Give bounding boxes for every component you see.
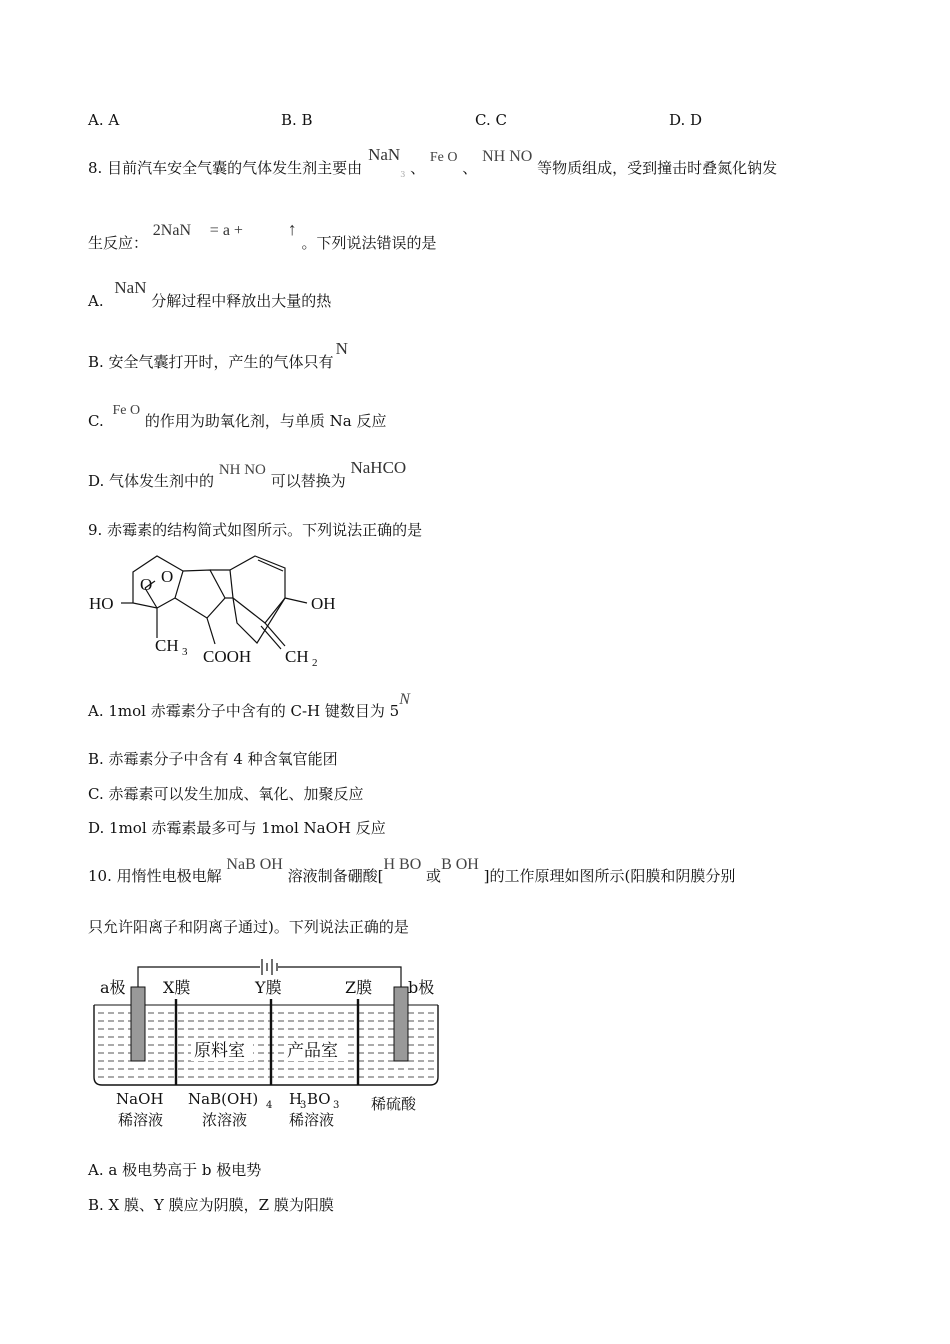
- q8-stem-suffix: 等物质组成，受到撞击时叠氮化钠发: [537, 159, 778, 177]
- q8-equation-left: 2NaN: [152, 222, 192, 239]
- q8-option-c-text: 的作用为助氧化剂，与单质 Na 反应: [144, 412, 387, 430]
- q9-option-a-text: A. 1mol 赤霉素分子中含有的 C-H 键数目为 5: [88, 702, 400, 720]
- raw-material-room-label: 原料室: [194, 1041, 245, 1061]
- q8-sep: 、: [462, 159, 478, 177]
- q8-option-d-formula2: NaHCO: [350, 458, 407, 477]
- solution3-top-bo: BO: [307, 1090, 331, 1108]
- solution2-sub: 4: [266, 1100, 273, 1111]
- solution3-top-h: H: [289, 1090, 303, 1108]
- q9-option-d: D. 1mol 赤霉素最多可与 1mol NaOH 反应: [88, 819, 386, 837]
- q10-option-a: A. a 极电势高于 b 极电势: [88, 1161, 262, 1179]
- q7-option-d: D. D: [669, 111, 703, 129]
- q10-formula-b-oh3: B OH: [441, 856, 479, 873]
- q10-option-b: B. X 膜、Y 膜应为阴膜，Z 膜为阳膜: [88, 1196, 334, 1214]
- q10-formula-h3bo3: H BO: [383, 856, 422, 873]
- q8-option-a: [88, 278, 332, 311]
- b-pole-label: b极: [408, 978, 435, 997]
- q10-stem-line1: [88, 856, 736, 887]
- struct-label-ch2: CH: [285, 647, 309, 666]
- q8-option-c: [88, 403, 387, 433]
- struct-label-ch3-sub: 3: [182, 646, 188, 658]
- q8-stem-line1: 8. 目前汽车安全气囊的气体发生剂主要由NaN$_3$ 、 Fe O 、 NH NO 等物质组成，受到撞击时叠氮化钠发: [88, 145, 778, 179]
- q8-option-d-mid: 可以替换为: [270, 472, 346, 490]
- q8-option-a-text: 分解过程中释放出大量的热: [151, 292, 332, 310]
- q9-stem: 9. 赤霉素的结构简式如图所示。下列说法正确的是: [88, 521, 423, 539]
- solution3-sub: 3: [333, 1100, 340, 1111]
- solution3-bottom: 稀溶液: [289, 1111, 335, 1129]
- struct-label-ho: HO: [89, 594, 114, 613]
- solution4-label: 稀硫酸: [371, 1095, 417, 1113]
- q8-sep: 、: [410, 159, 426, 177]
- z-membrane-label: Z膜: [345, 978, 373, 997]
- x-membrane-label: X膜: [163, 978, 191, 997]
- q9-option-a: [88, 691, 410, 722]
- struct-label-cooh: COOH: [203, 647, 252, 666]
- struct-label-ch2-sub: 2: [312, 657, 318, 669]
- q8-option-b-text: B. 安全气囊打开时，产生的气体只有: [88, 353, 334, 371]
- q10-stem-suffix: ]的工作原理如图所示(阳膜和阴膜分别: [483, 867, 736, 885]
- q8-option-c-formula: Fe O: [112, 403, 141, 418]
- electrolysis-cell-diagram: [88, 955, 448, 1135]
- q10-formula-nab-oh4: NaB OH: [226, 856, 283, 873]
- q8-option-b-formula: N: [335, 339, 348, 358]
- q8-formula-nh4no3: NH NO: [482, 148, 533, 165]
- solution3-sub: 3: [300, 1100, 307, 1111]
- option-label: A.: [88, 292, 104, 310]
- q8-option-a-formula: NaN: [114, 278, 147, 297]
- solution1-bottom: 稀溶液: [118, 1111, 164, 1129]
- solution2-bottom: 浓溶液: [202, 1111, 248, 1129]
- q10-stem-line2: 只允许阳离子和阴离子通过)。下列说法正确的是: [88, 918, 409, 936]
- q8-option-b: [88, 339, 348, 372]
- y-membrane-label: Y膜: [255, 978, 282, 997]
- q8-line2-prefix: 生反应：: [88, 234, 149, 252]
- q8-option-d-formula1: NH NO: [218, 462, 266, 478]
- q7-option-b: B. B: [281, 111, 313, 129]
- q9-option-c: C. 赤霉素可以发生加成、氧化、加聚反应: [88, 785, 364, 803]
- q8-option-d-text: D. 气体发生剂中的: [88, 472, 215, 490]
- q8-option-d: [88, 458, 407, 492]
- q9-option-a-na: N: [399, 691, 410, 708]
- product-room-label: 产品室: [287, 1041, 338, 1061]
- q10-stem-mid: 溶液制备硼酸[: [287, 867, 384, 885]
- q8-line2-suffix: 。下列说法错误的是: [301, 234, 437, 252]
- q8-gas-arrow: ↑: [287, 219, 297, 239]
- a-pole-label: a极: [100, 978, 126, 997]
- q8-equation-mid: = a +: [209, 222, 243, 239]
- gibberellin-structure: [85, 548, 355, 673]
- struct-label-oh: OH: [311, 594, 336, 613]
- q9-option-b: B. 赤霉素分子中含有 4 种含氧官能团: [88, 750, 338, 768]
- q10-stem-or: 或: [426, 867, 442, 885]
- struct-label-o: O: [161, 567, 174, 586]
- q8-formula-fe2o3: Fe O: [429, 150, 458, 165]
- struct-label-o: O: [140, 575, 153, 594]
- q8-stem-line2: [88, 219, 437, 254]
- q8-formula-nan3: NaN: [368, 145, 401, 164]
- q7-option-c: C. C: [475, 111, 507, 129]
- option-label: C.: [88, 412, 104, 430]
- solution1-top: NaOH: [116, 1090, 164, 1108]
- q8-stem-prefix: 8. 目前汽车安全气囊的气体发生剂主要由: [88, 159, 363, 177]
- q10-stem-prefix: 10. 用惰性电极电解: [88, 867, 222, 885]
- q7-option-a: A. A: [88, 111, 120, 129]
- struct-label-ch3: CH: [155, 636, 179, 655]
- solution2-top: NaB(OH): [188, 1090, 259, 1108]
